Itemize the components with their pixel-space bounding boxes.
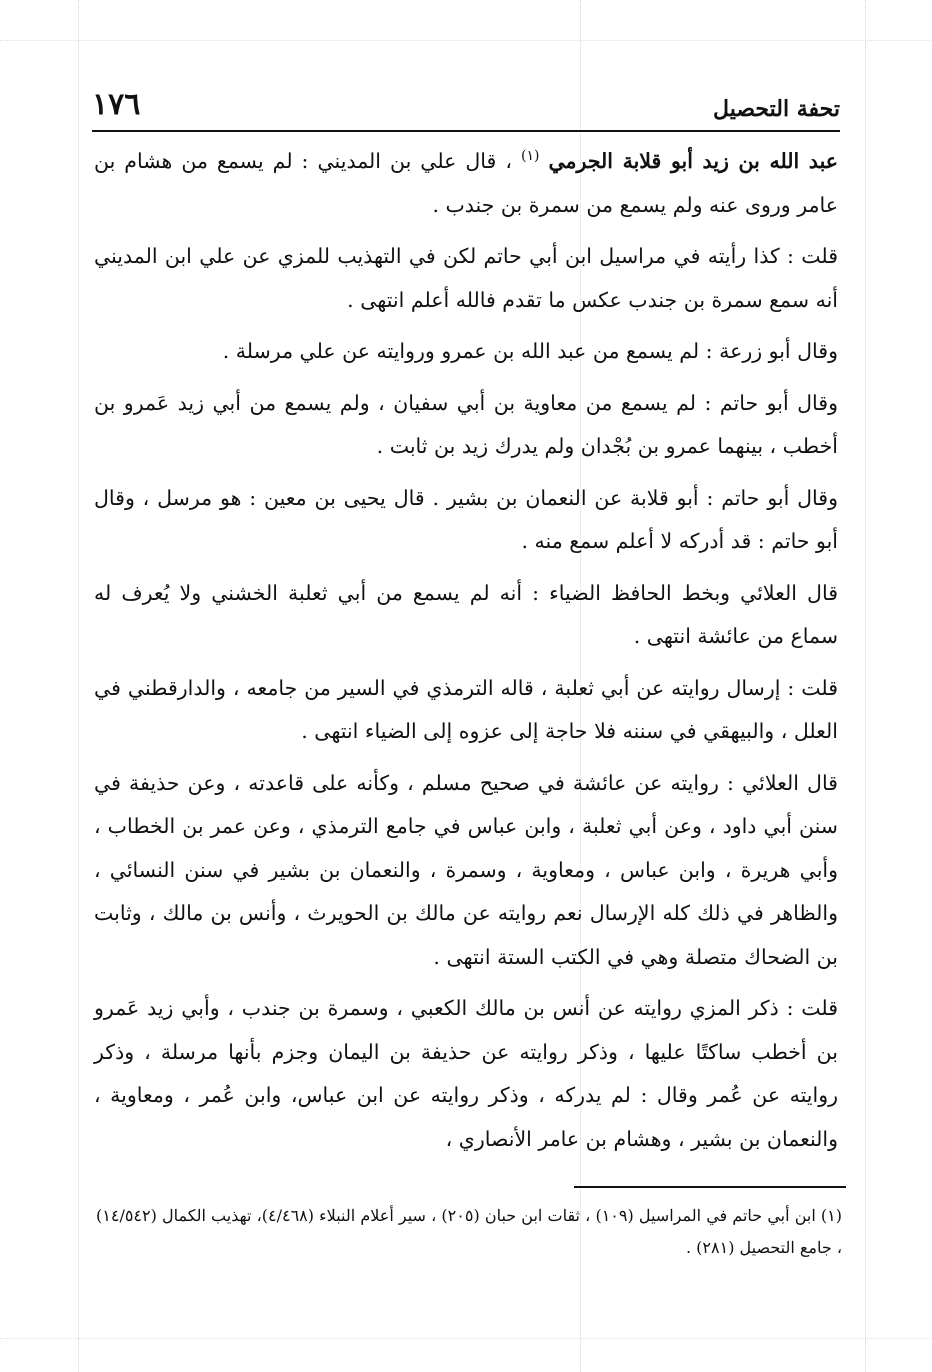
paragraph: قلت : كذا رأيته في مراسيل ابن أبي حاتم لكن في التهذيب للمزي عن علي ابن المديني أنه سمع سمرة بن جندب عكس ما تقدم فالله أعلم انتهى . — [94, 244, 838, 312]
footnote-separator — [574, 1186, 846, 1188]
paragraph-text: ، قال علي بن المديني : لم يسمع من هشام بن عامر وروى عنه ولم يسمع من سمرة بن جندب . — [94, 149, 838, 217]
scan-guide-line — [0, 1338, 932, 1339]
main-text — [94, 140, 838, 1169]
paragraph: قلت : إرسال روايته عن أبي ثعلبة ، قاله الترمذي في السير من جامعه ، والدارقطني في العلل ، والبيهقي في سننه فلا حاجة إلى عزوه إلى الضياء انتهى . — [94, 675, 838, 743]
header-rule — [92, 130, 840, 132]
paragraph: وقال أبو حاتم : أبو قلابة عن النعمان بن بشير . قال يحيى بن معين : هو مرسل ، وقال أبو حاتم : قد أدركه لا أعلم سمع منه . — [94, 485, 838, 553]
footnote-reference[interactable]: (١) — [520, 148, 540, 165]
paragraph: قال العلائي وبخط الحافظ الضياء : أنه لم يسمع من أبي ثعلبة الخشني ولا يُعرف له سماع من عائشة انتهى . — [94, 580, 838, 648]
entry-heading: عبد الله بن زيد أبو قلابة الجرمي — [548, 149, 838, 173]
scan-guide-line — [78, 0, 79, 1372]
page-header — [92, 78, 840, 122]
running-title: تحفة التحصيل — [713, 96, 840, 122]
footnote: (١) ابن أبي حاتم في المراسيل (١٠٩) ، ثقات ابن حبان (٢٠٥) ، سير أعلام النبلاء (٤/٤٦٨)، تهذيب الكمال (١٤/٥٤٢) ، جامع التحصيل (٢٨١) . — [96, 1206, 843, 1257]
footnotes — [96, 1200, 842, 1264]
page-number: ١٧٦ — [92, 87, 141, 122]
paragraph: قال العلائي : روايته عن عائشة في صحيح مسلم ، وكأنه على قاعدته ، وعن حذيفة في سنن أبي داود ، وعن أبي ثعلبة ، وابن عباس في جامع الترمذي ، وعن عمر بن الخطاب ، وأبي هريرة ، وابن عباس ، ومعاوية ، وسمرة ، والنعمان بن بشير في سنن النسائي ، والظاهر في ذلك كله الإرسال نعم روايته عن مالك بن الحويرث ، وأنس بن مالك ، وثابت بن الضحاك متصلة وهي في الكتب الستة انتهى . — [94, 770, 838, 969]
paragraph: قلت : ذكر المزي روايته عن أنس بن مالك الكعبي ، وسمرة بن جندب ، وأبي زيد عَمرو بن أخطب ساكتًا عليها ، وذكر روايته عن حذيفة بن اليمان وجزم بأنها مرسلة ، وذكر روايته عن عُمر وقال : لم يدركه ، وذكر روايته عن ابن عباس، وابن عُمر ، ومعاوية ، والنعمان بن بشير ، وهشام بن عامر الأنصاري ، — [94, 996, 838, 1151]
scan-guide-line — [0, 40, 932, 41]
paragraph: وقال أبو حاتم : لم يسمع من معاوية بن أبي سفيان ، ولم يسمع من أبي زيد عَمرو بن أخطب ، بينهما عمرو بن بُجْدان ولم يدرك زيد بن ثابت . — [94, 390, 838, 458]
scan-guide-line — [865, 0, 866, 1372]
paragraph: وقال أبو زرعة : لم يسمع من عبد الله بن عمرو وروايته عن علي مرسلة . — [222, 339, 838, 363]
paragraph — [94, 140, 838, 227]
